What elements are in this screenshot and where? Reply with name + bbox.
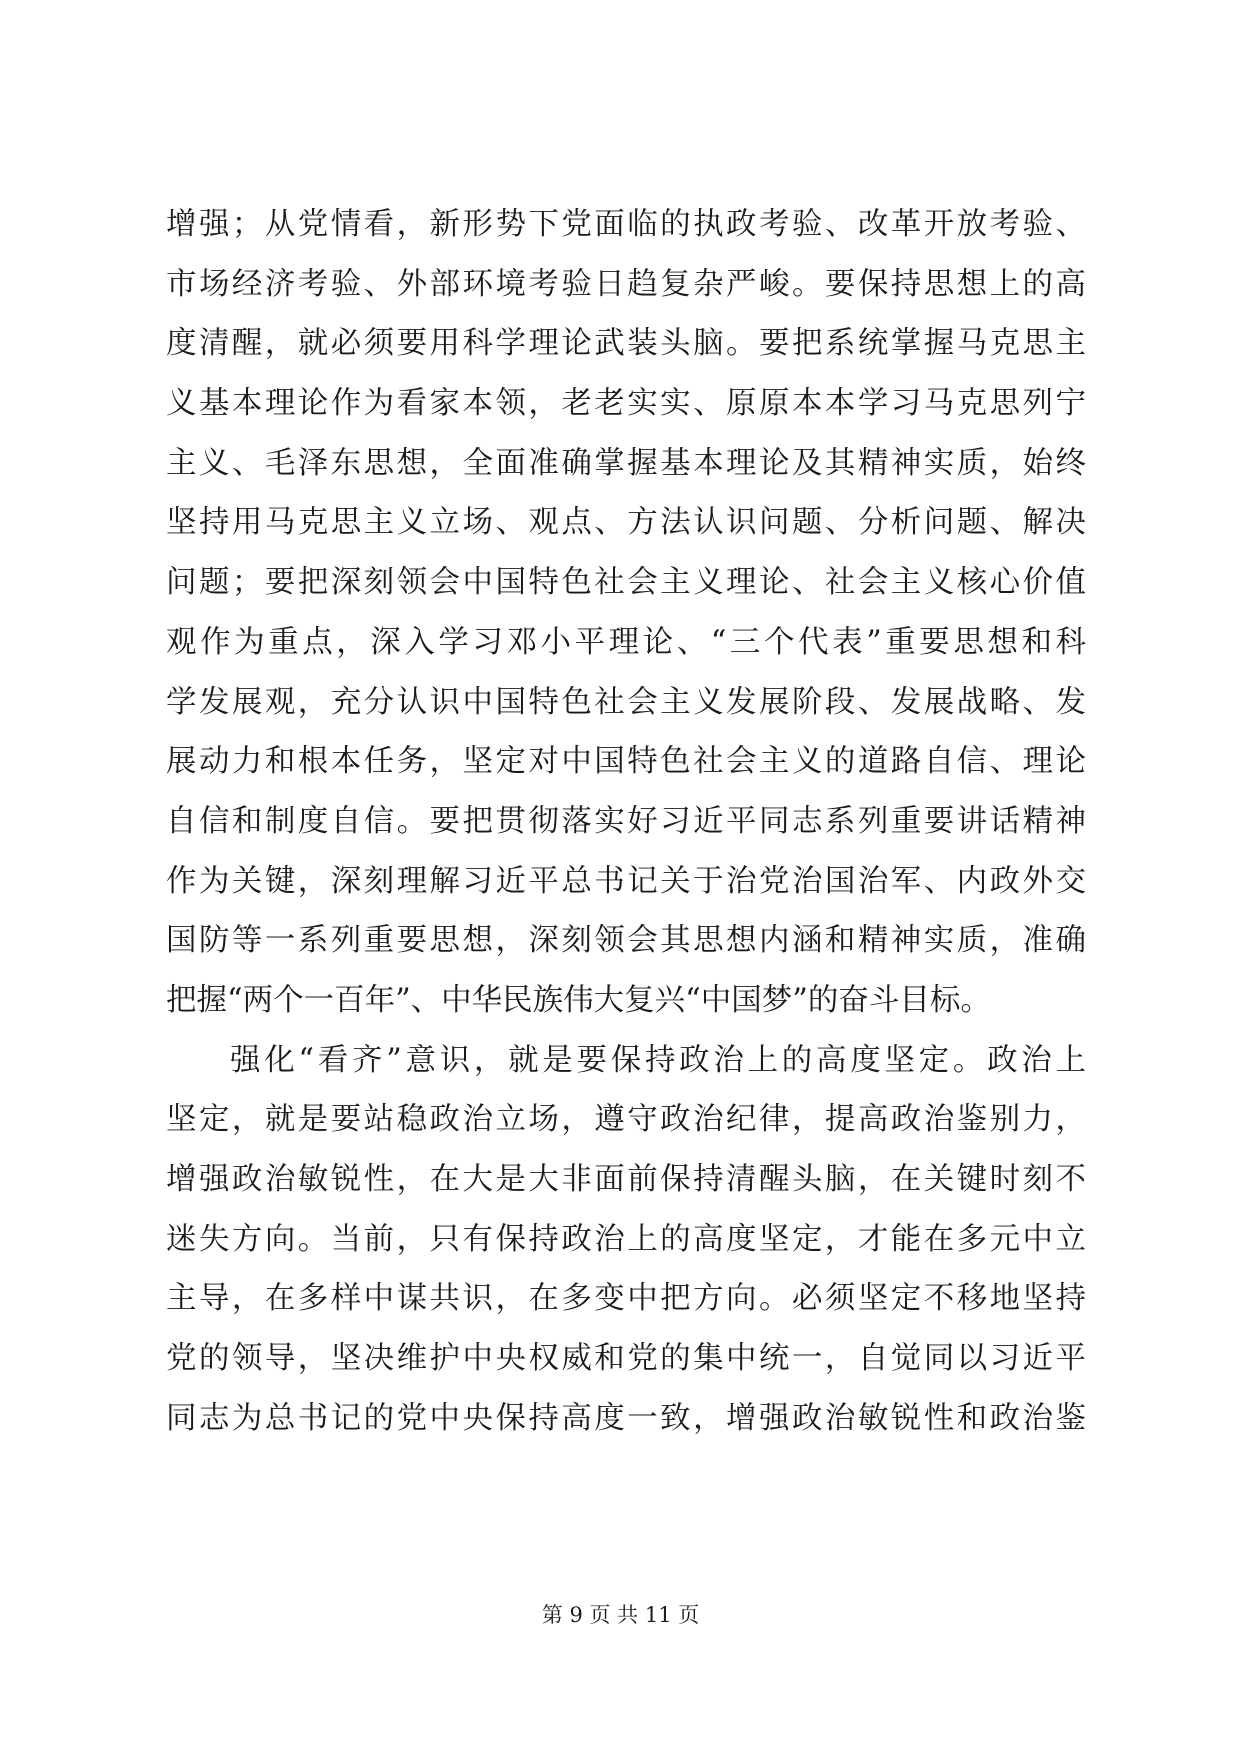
text-line: 义基本理论作为看家本领，老老实实、原原本本学习马克思列宁: [166, 386, 1086, 422]
text-line: 展动力和根本任务，坚定对中国特色社会主义的道路自信、理论: [166, 744, 1086, 780]
text-line: 主导，在多样中谋共识，在多变中把方向。必须坚定不移地坚持: [166, 1281, 1086, 1317]
text-line: 迷失方向。当前，只有保持政治上的高度坚定，才能在多元中立: [166, 1221, 1086, 1257]
text-line: 增强；从党情看，新形势下党面临的执政考验、改革开放考验、: [166, 207, 1086, 242]
text-line: 观作为重点，深入学习邓小平理论、“三个代表”重要思想和科: [166, 624, 1086, 660]
paragraph-2: [166, 1031, 1086, 1449]
text-line: 强化“看齐”意识，就是要保持政治上的高度坚定。政治上: [230, 1042, 1086, 1078]
text-line: 问题；要把深刻领会中国特色社会主义理论、社会主义核心价值: [166, 565, 1086, 601]
text-line: 同志为总书记的党中央保持高度一致，增强政治敏锐性和政治鉴: [166, 1400, 1086, 1436]
text-line: 市场经济考验、外部环境考验日趋复杂严峻。要保持思想上的高: [166, 266, 1086, 302]
text-line: 学发展观，充分认识中国特色社会主义发展阶段、发展战略、发: [166, 684, 1086, 720]
text-line: 把握“两个一百年”、中华民族伟大复兴“中国梦”的奋斗目标。: [166, 982, 991, 1018]
text-line: 自信和制度自信。要把贯彻落实好习近平同志系列重要讲话精神: [166, 803, 1086, 839]
text-line: 度清醒，就必须要用科学理论武装头脑。要把系统掌握马克思主: [166, 326, 1086, 362]
text-line: 主义、毛泽东思想，全面准确掌握基本理论及其精神实质，始终: [166, 445, 1086, 481]
text-line: 增强政治敏锐性，在大是大非面前保持清醒头脑，在关键时刻不: [166, 1162, 1086, 1197]
text-line: 作为关键，深刻理解习近平总书记关于治党治国治军、内政外交: [166, 863, 1086, 899]
page-number-label: 第 9 页 共 11 页: [541, 1603, 700, 1627]
text-line: 坚持用马克思主义立场、观点、方法认识问题、分析问题、解决: [166, 505, 1086, 541]
text-line: 国防等一系列重要思想，深刻领会其思想内涵和精神实质，准确: [166, 923, 1086, 959]
document-body: [166, 195, 1086, 1448]
page-footer: [0, 1600, 1241, 1630]
text-line: 党的领导，坚决维护中央权威和党的集中统一，自觉同以习近平: [166, 1341, 1086, 1377]
paragraph-1: [166, 195, 1086, 1031]
text-line: 坚定，就是要站稳政治立场，遵守政治纪律，提高政治鉴别力，: [166, 1102, 1086, 1138]
